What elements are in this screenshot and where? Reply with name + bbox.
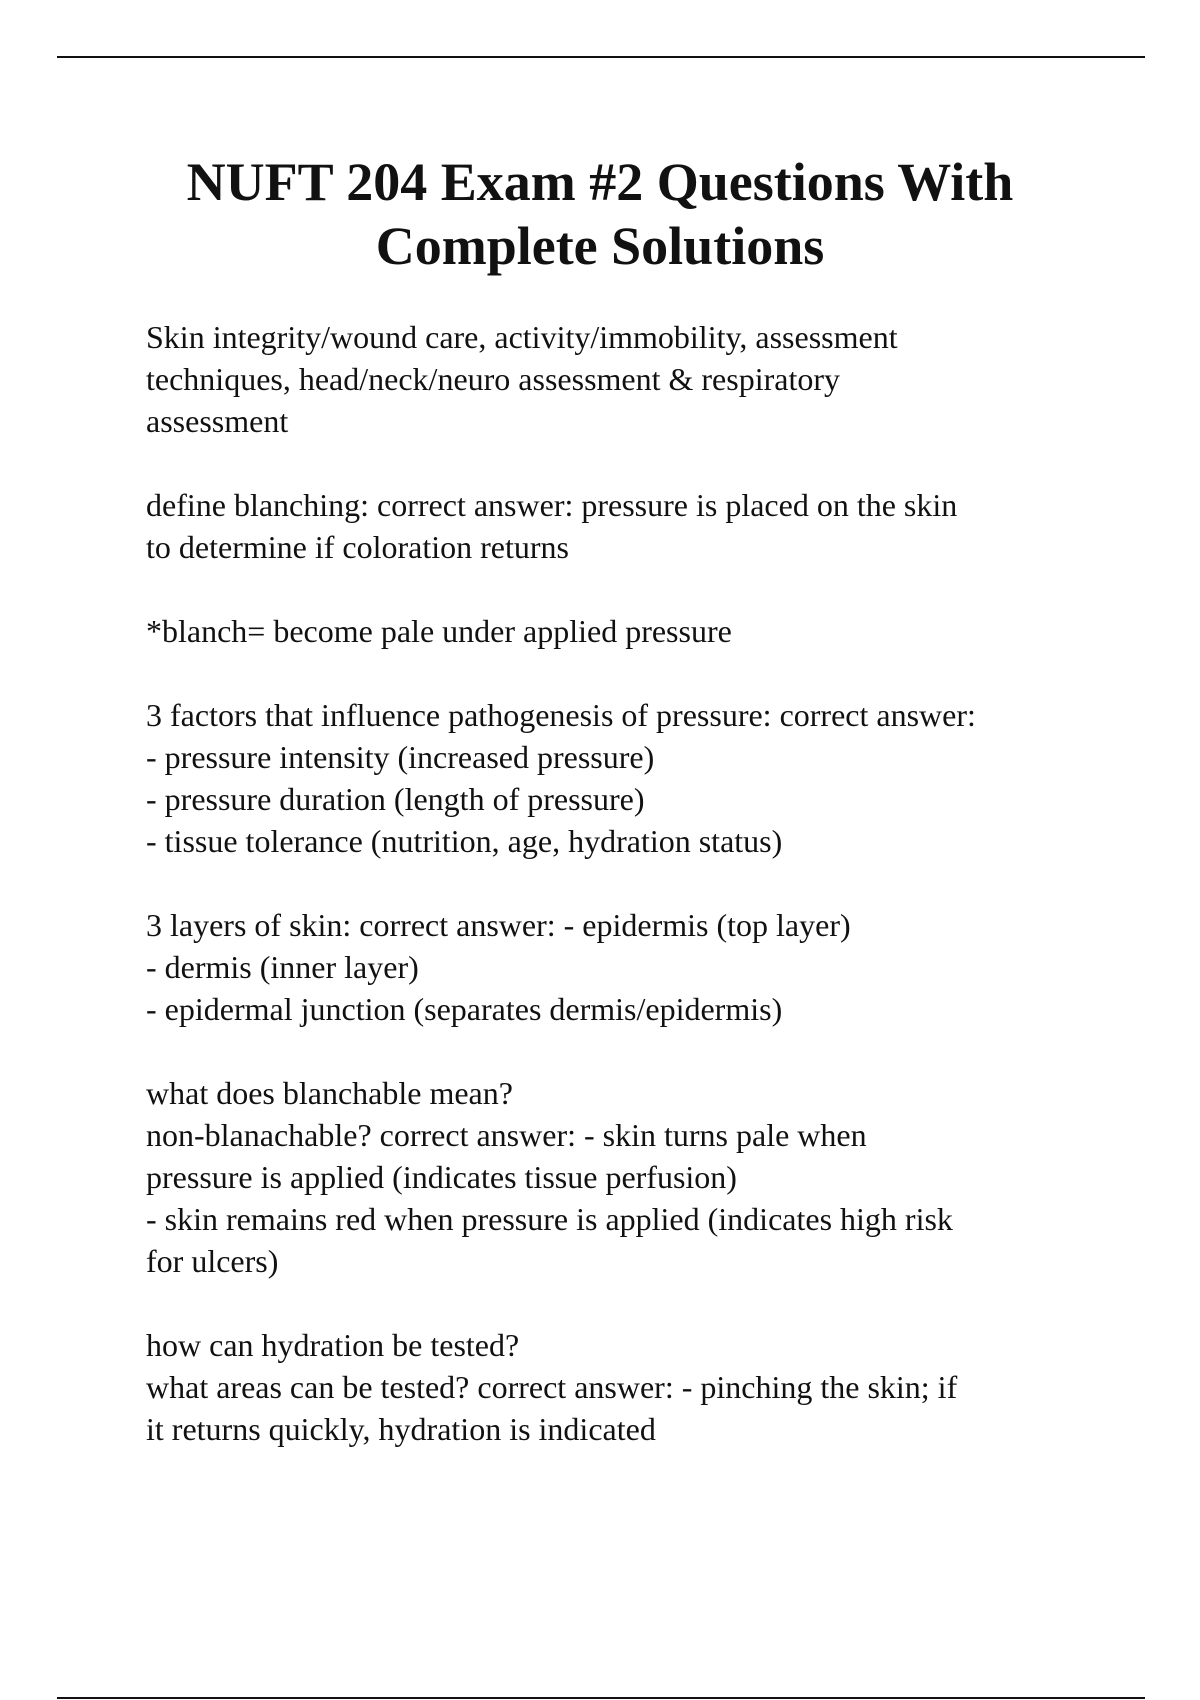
text-line: assessment bbox=[146, 403, 289, 439]
qa-blanchable bbox=[146, 1072, 1106, 1282]
document-title bbox=[100, 150, 1100, 278]
text-line: how can hydration be tested? bbox=[146, 1327, 520, 1363]
qa-pressure-factors bbox=[146, 694, 1106, 862]
qa-blanching bbox=[146, 484, 1106, 568]
intro-paragraph bbox=[146, 316, 1106, 442]
text-line: 3 layers of skin: correct answer: - epidermis (top layer) bbox=[146, 907, 851, 943]
document-body bbox=[146, 316, 1106, 1492]
text-line: define blanching: correct answer: pressure is placed on the skin bbox=[146, 487, 958, 523]
text-line: - pressure duration (length of pressure) bbox=[146, 781, 645, 817]
text-line: - pressure intensity (increased pressure) bbox=[146, 739, 655, 775]
text-line: - tissue tolerance (nutrition, age, hydration status) bbox=[146, 823, 783, 859]
qa-hydration bbox=[146, 1324, 1106, 1450]
text-line: what areas can be tested? correct answer: - pinching the skin; if bbox=[146, 1369, 958, 1405]
qa-skin-layers bbox=[146, 904, 1106, 1030]
text-line: what does blanchable mean? bbox=[146, 1075, 513, 1111]
text-line: - epidermal junction (separates dermis/epidermis) bbox=[146, 991, 783, 1027]
top-divider bbox=[57, 56, 1145, 58]
title-line-1: NUFT 204 Exam #2 Questions With bbox=[186, 152, 1014, 212]
text-line: it returns quickly, hydration is indicated bbox=[146, 1411, 656, 1447]
text-line: pressure is applied (indicates tissue perfusion) bbox=[146, 1159, 737, 1195]
text-line: 3 factors that influence pathogenesis of pressure: correct answer: bbox=[146, 697, 976, 733]
text-line: techniques, head/neck/neuro assessment & respiratory bbox=[146, 361, 840, 397]
title-line-2: Complete Solutions bbox=[375, 216, 825, 276]
text-line: Skin integrity/wound care, activity/immobility, assessment bbox=[146, 319, 898, 355]
text-line: to determine if coloration returns bbox=[146, 529, 569, 565]
text-line: *blanch= become pale under applied pressure bbox=[146, 613, 732, 649]
text-line: - skin remains red when pressure is applied (indicates high risk bbox=[146, 1201, 953, 1237]
text-line: non-blanachable? correct answer: - skin turns pale when bbox=[146, 1117, 867, 1153]
note-blanch bbox=[146, 610, 1106, 652]
text-line: for ulcers) bbox=[146, 1243, 279, 1279]
text-line: - dermis (inner layer) bbox=[146, 949, 419, 985]
bottom-divider bbox=[57, 1697, 1145, 1699]
